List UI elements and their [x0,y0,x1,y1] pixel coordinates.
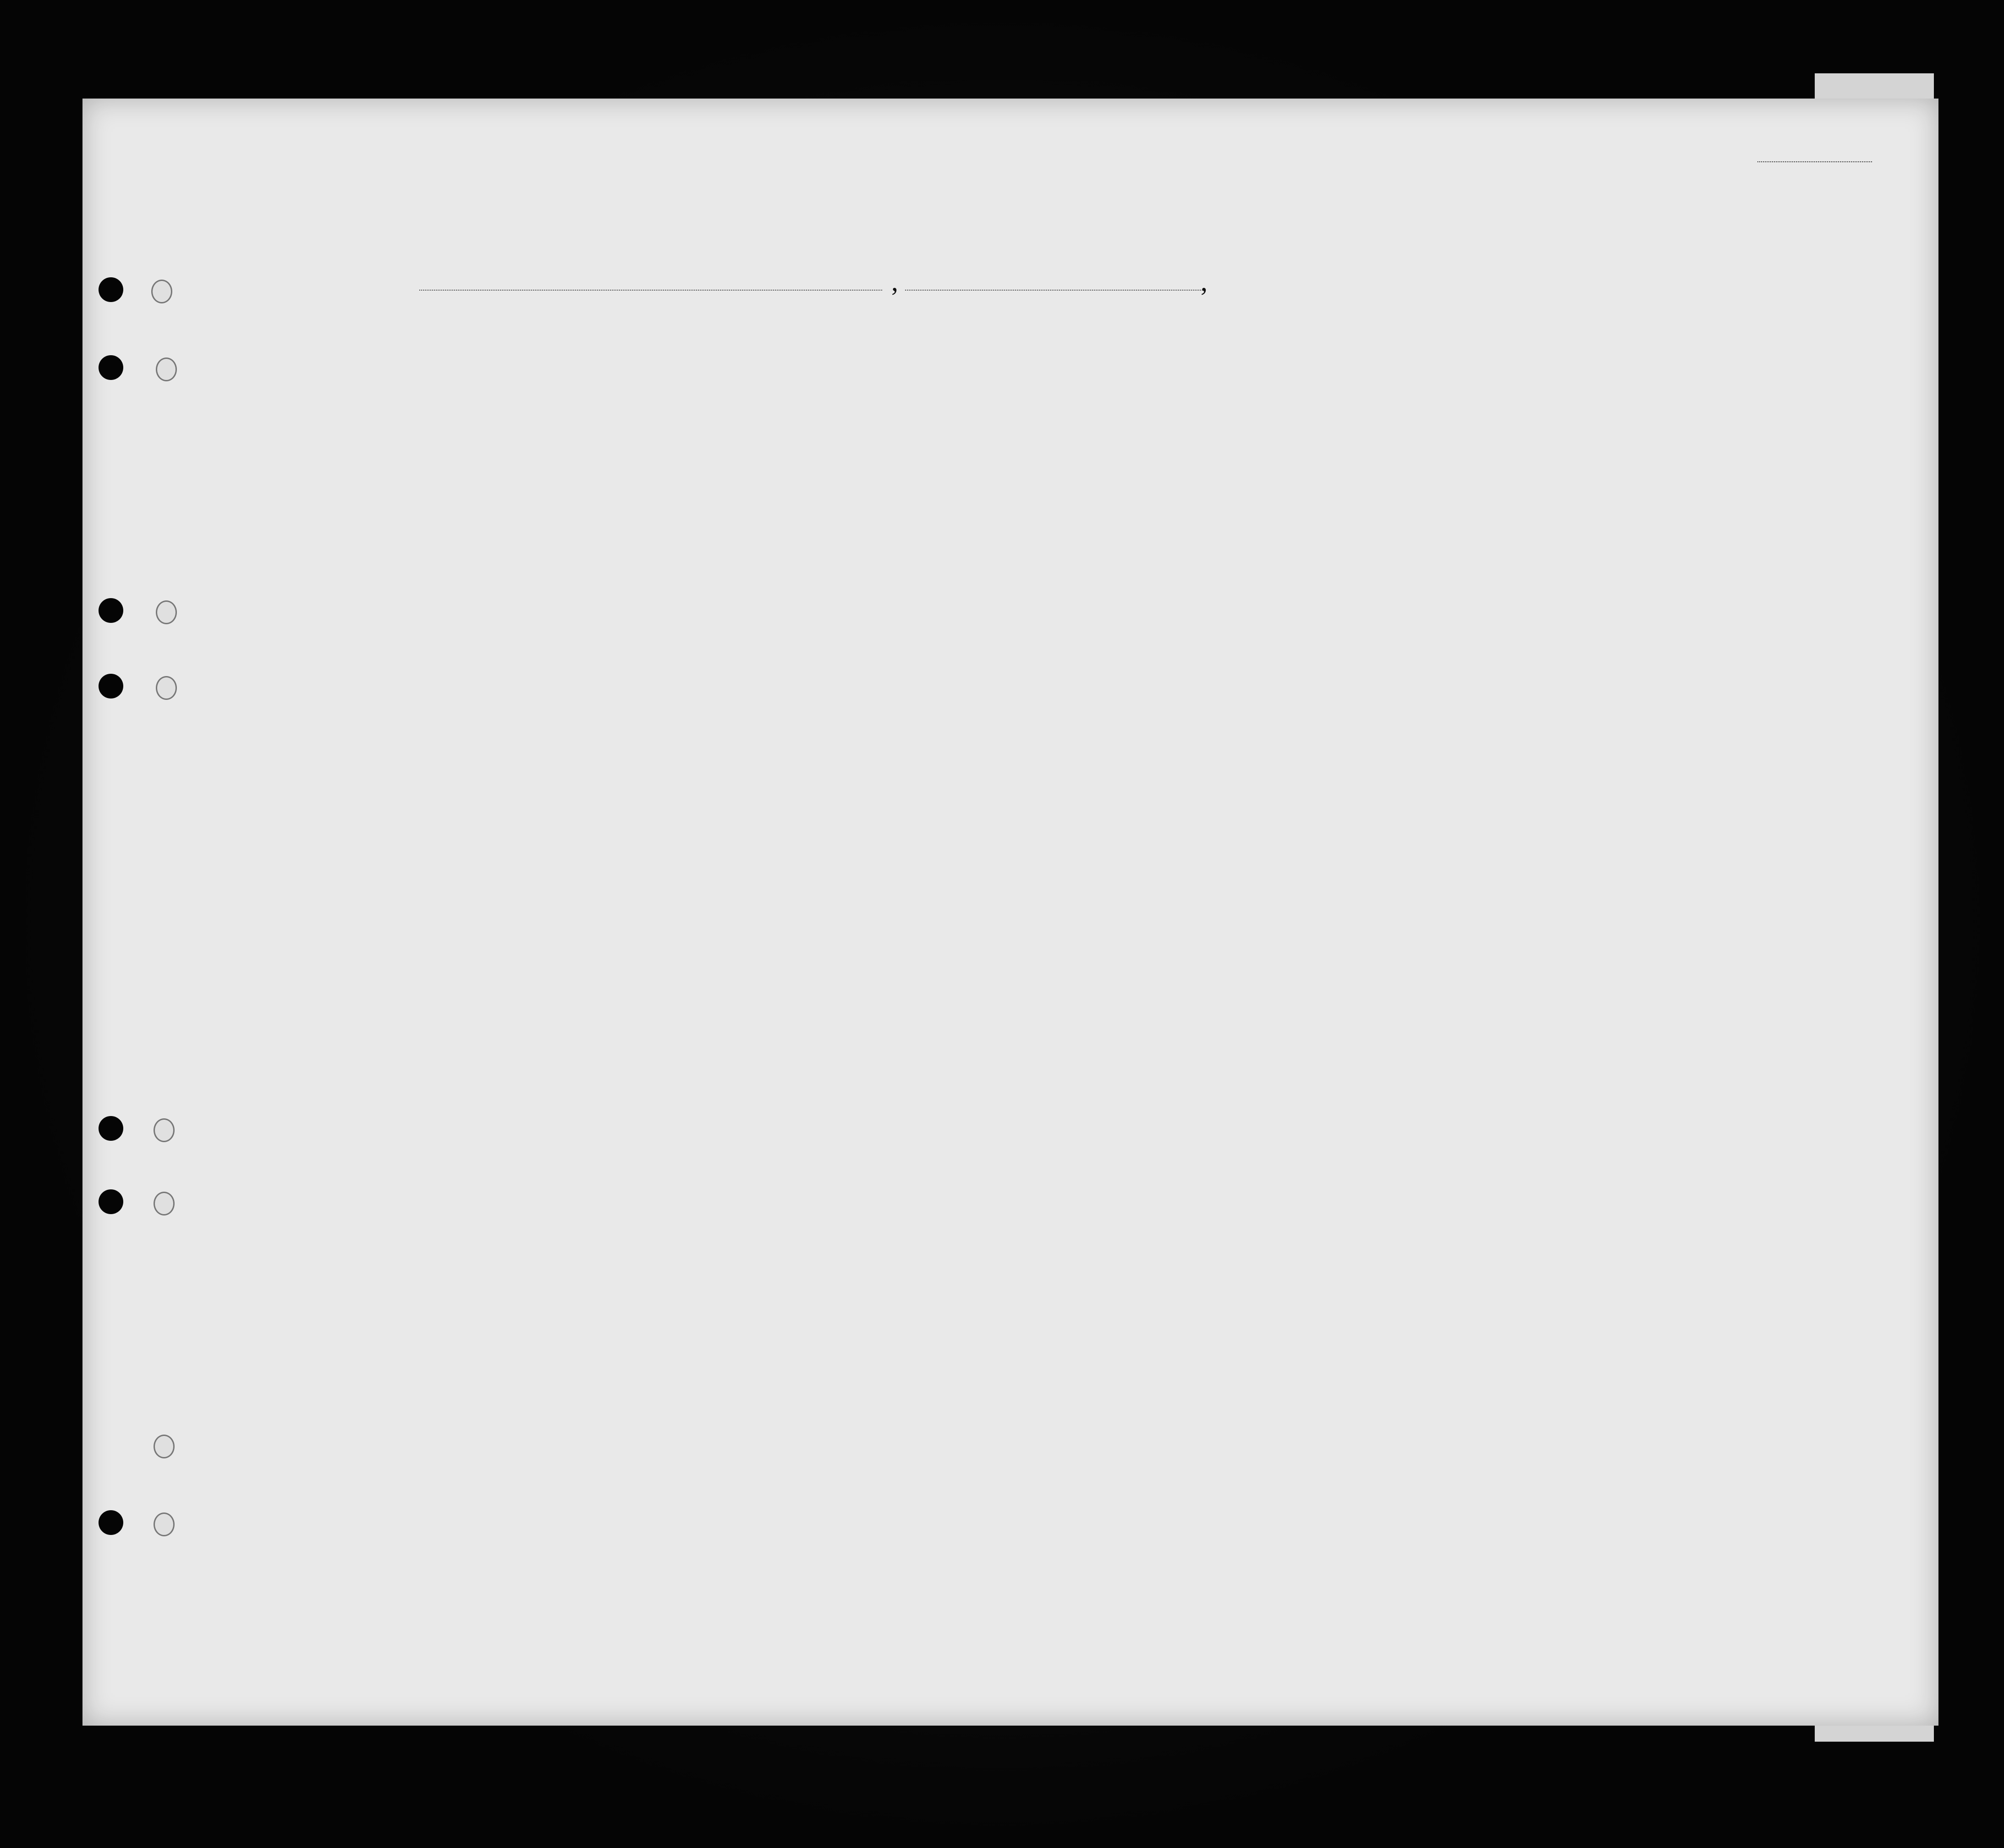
binder-hole-outline [154,1512,175,1536]
binder-hole [99,277,123,302]
binder-hole-outline [151,280,172,303]
binder-hole-outline [156,676,177,700]
binder-hole [99,355,123,380]
binder-hole-outline [154,1192,175,1216]
binder-hole [99,1116,123,1141]
binder-hole-outline [156,358,177,381]
binder-hole [99,674,123,698]
binder-hole-outline [154,1118,175,1142]
binder-hole [99,1189,123,1214]
binder-hole [99,1510,123,1535]
binder-hole-outline [154,1435,175,1458]
binder-hole [99,598,123,623]
binder-hole-outline [156,600,177,624]
date-comma-2: , [1201,266,1208,297]
date-comma: , [891,266,898,297]
